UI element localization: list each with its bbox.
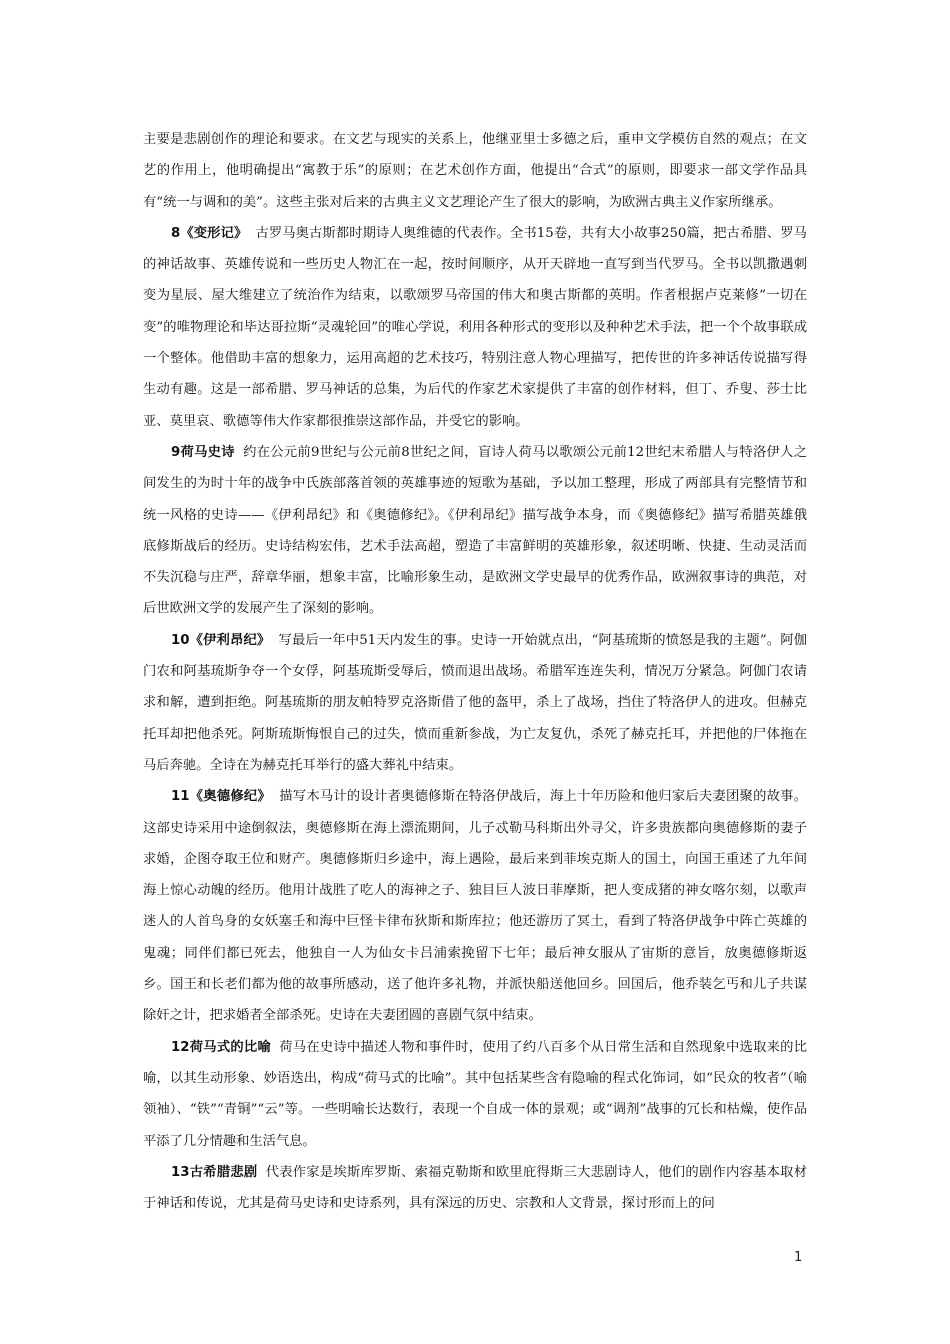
entry-term-13: 13古希腊悲剧 (171, 1164, 258, 1180)
entry-term-12: 12荷马式的比喻 (171, 1039, 271, 1055)
entry-text-13: 代表作家是埃斯库罗斯、索福克勒斯和欧里庇得斯三大悲剧诗人，他们的剧作内容基本取材于神话和传说，尤其是荷马史诗和史诗系列，具有深远的历史、宗教和人文背景，探讨形而上的问 (143, 1164, 808, 1212)
entry-text-12: 荷马在史诗中描述人物和事件时，使用了约八百多个从日常生活和自然现象中选取来的比喻，以其生动形象、妙语迭出，构成“荷马式的比喻”。其中包括某些含有隐喻的程式化饰词，如“民众的牧者”（喻领袖）、“铁”“青铜”“云”等。一些明喻长达数行，表现一个自成一体的景观；或“调剂”战事的冗长和枯燥，使作品平添了几分情趣和生活气息。 (143, 1039, 807, 1149)
entry-term-8: 8《变形记》 (171, 225, 248, 241)
document-body (143, 124, 807, 1219)
entry-paragraph-13 (143, 1157, 807, 1220)
entry-paragraph-9 (143, 437, 807, 625)
entry-term-9: 9荷马史诗 (171, 444, 235, 460)
entry-paragraph-11 (143, 781, 807, 1031)
page-number: 1 (794, 1250, 803, 1265)
entry-text-9: 约在公元前9世纪与公元前8世纪之间，盲诗人荷马以歌颂公元前12世纪末希腊人与特洛伊人之间发生的为时十年的战争中氏族部落首领的英雄事迹的短歌为基础，予以加工整理，形成了两部具有完整情节和统一风格的史诗——《伊利昂纪》和《奥德修纪》。《伊利昂纪》描写战争本身，而《奥德修纪》描写希腊英雄俄底修斯战后的经历。史诗结构宏伟，艺术手法高超，塑造了丰富鲜明的英雄形象，叙述明晰、快捷、生动灵活而不失沉稳与庄严，辞章华丽，想象丰富，比喻形象生动，是欧洲文学史最早的优秀作品，欧洲叙事诗的典范，对后世欧洲文学的发展产生了深刻的影响。 (143, 444, 807, 617)
entry-term-11: 11《奥德修纪》 (171, 789, 271, 805)
entry-paragraph-8 (143, 218, 807, 437)
intro-paragraph (143, 124, 807, 218)
entry-text-8: 古罗马奥古斯都时期诗人奥维德的代表作。全书15卷，共有大小故事250篇，把古希腊、罗马的神话故事、英雄传说和一些历史人物汇在一起，按时间顺序，从开天辟地一直写到当代罗马。全书以凯撒遇刺变为星辰、屋大维建立了统治作为结束，以歌颂罗马帝国的伟大和奥古斯都的英明。作者根据卢克莱修“一切在变”的唯物理论和毕达哥拉斯“灵魂轮回”的唯心学说，利用各种形式的变形以及种种艺术手法，把一个个故事联成一个整体。他借助丰富的想象力，运用高超的艺术技巧，特别注意人物心理描写，把传世的许多神话传说描写得生动有趣。这是一部希腊、罗马神话的总集，为后代的作家艺术家提供了丰富的创作材料，但丁、乔叟、莎士比亚、莫里哀、歌德等伟大作家都很推崇这部作品，并受它的影响。 (143, 225, 807, 429)
intro-text: 主要是悲剧创作的理论和要求。在文艺与现实的关系上，他继亚里士多德之后，重申文学模仿自然的观点；在文艺的作用上，他明确提出“寓教于乐”的原则；在艺术创作方面，他提出“合式”的原则，即要求一部文学作品具有“统一与调和的美”。这些主张对后来的古典主义文艺理论产生了很大的影响，为欧洲古典主义作家所继承。 (143, 132, 807, 210)
entry-term-10: 10《伊利昂纪》 (171, 632, 271, 648)
entry-paragraph-12 (143, 1032, 807, 1157)
entry-text-10: 写最后一年中51天内发生的事。史诗一开始就点出，“阿基琉斯的愤怒是我的主题”。阿伽门农和阿基琉斯争夺一个女俘，阿基琉斯受辱后，愤而退出战场。希腊军连连失利，情况万分紧急。阿伽门农请求和解，遭到拒绝。阿基琉斯的朋友帕特罗克洛斯借了他的盔甲，杀上了战场，挡住了特洛伊人的进攻。但赫克托耳却把他杀死。阿斯琉斯悔恨自己的过失，愤而重新参战，为亡友复仇，杀死了赫克托耳，并把他的尸体拖在马后奔驰。全诗在为赫克托耳举行的盛大葬礼中结束。 (143, 632, 807, 773)
entry-text-11: 描写木马计的设计者奥德修斯在特洛伊战后，海上十年历险和他归家后夫妻团聚的故事。这部史诗采用中途倒叙法，奥德修斯在海上漂流期间，儿子忒勒马科斯出外寻父，许多贵族都向奥德修斯的妻子求婚，企图夺取王位和财产。奥德修斯归乡途中，海上遇险，最后来到菲埃克斯人的国土，向国王重述了九年间海上惊心动魄的经历。他用计战胜了吃人的海神之子、独目巨人波日菲摩斯，把人变成猪的神女喀尔刻，以歌声迷人的人首鸟身的女妖塞壬和海中巨怪卡律布狄斯和斯库拉；他还游历了冥土，看到了特洛伊战争中阵亡英雄的鬼魂；同伴们都已死去，他独自一人为仙女卡吕浦索挽留下七年；最后神女服从了宙斯的意旨，放奥德修斯返乡。国王和长老们都为他的故事所感动，送了他许多礼物，并派快船送他回乡。回国后，他乔装乞丐和儿子共谋除奸之计，把求婚者全部杀死。史诗在夫妻团圆的喜剧气氛中结束。 (143, 789, 807, 1024)
entry-paragraph-10 (143, 625, 807, 781)
